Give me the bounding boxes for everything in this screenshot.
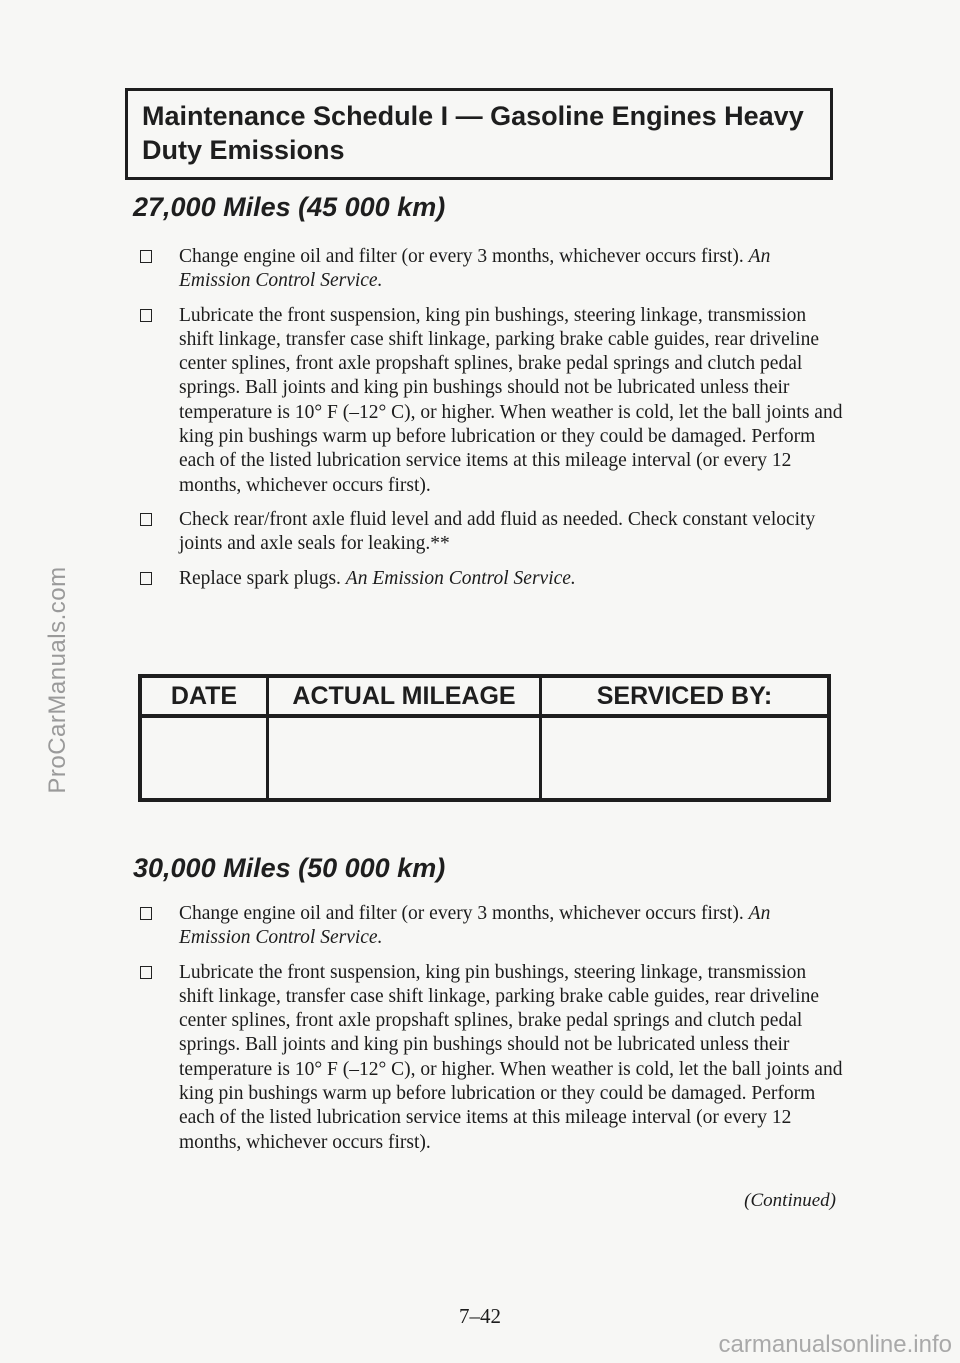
checklist-item: Change engine oil and filter (or every 3 months, whichever occurs first). An Emission Control Service.	[140, 245, 845, 294]
service-log-table	[138, 674, 831, 802]
section-title-27000: 27,000 Miles (45 000 km)	[133, 192, 446, 222]
checkbox-icon[interactable]	[140, 250, 152, 263]
checkbox-icon[interactable]	[140, 966, 152, 979]
service-log-entry-row	[140, 716, 829, 800]
continued-note: (Continued)	[744, 1190, 836, 1211]
checklist-item: Change engine oil and filter (or every 3 months, whichever occurs first). An Emission Control Service.	[140, 902, 845, 951]
page-number: 7–42	[459, 1304, 501, 1328]
header-serviced-by: SERVICED BY:	[541, 676, 830, 716]
header-actual-mileage: ACTUAL MILEAGE	[268, 676, 541, 716]
header-date: DATE	[140, 676, 268, 716]
checkbox-icon[interactable]	[140, 907, 152, 920]
checkbox-icon[interactable]	[140, 513, 152, 526]
checkbox-icon[interactable]	[140, 309, 152, 322]
footer-watermark: carmanualsonline.info	[718, 1331, 952, 1358]
checklist-item: Lubricate the front suspension, king pin bushings, steering linkage, transmission shift linkage, transfer case shift linkage, parking brake cable guides, rear driveline center splines, front axle propshaft splines, brake pedal springs and clutch pedal springs. Ball joints and king pin bushings should not be lubricated unless their temperature is 10° F (–12° C), or higher. When weather is cold, let the ball joints and king pin bushings warm up before lubrication or they could be damaged. Perform each of the listed lubrication service items at this mileage interval (or every 12 months, whichever occurs first).	[140, 961, 845, 1155]
checklist-27000	[140, 245, 845, 601]
checklist-item: Replace spark plugs. An Emission Control Service.	[140, 567, 845, 591]
serviced-by-cell[interactable]	[541, 716, 830, 800]
schedule-header	[125, 88, 833, 180]
header-line-1: Maintenance Schedule I — Gasoline Engines Heavy	[142, 101, 804, 131]
date-cell[interactable]	[140, 716, 268, 800]
checklist-30000	[140, 902, 845, 1165]
checklist-item: Check rear/front axle fluid level and add fluid as needed. Check constant velocity joints and axle seals for leaking.**	[140, 508, 845, 557]
header-line-2: Duty Emissions	[142, 135, 345, 165]
section-title-30000: 30,000 Miles (50 000 km)	[133, 853, 446, 883]
side-watermark: ProCarManuals.com	[44, 566, 71, 794]
checklist-item: Lubricate the front suspension, king pin bushings, steering linkage, transmission shift linkage, transfer case shift linkage, parking brake cable guides, rear driveline center splines, front axle propshaft splines, brake pedal springs and clutch pedal springs. Ball joints and king pin bushings should not be lubricated unless their temperature is 10° F (–12° C), or higher. When weather is cold, let the ball joints and king pin bushings warm up before lubrication or they could be damaged. Perform each of the listed lubrication service items at this mileage interval (or every 12 months, whichever occurs first).	[140, 304, 845, 498]
service-log-header-row	[140, 676, 829, 716]
checkbox-icon[interactable]	[140, 572, 152, 585]
actual-mileage-cell[interactable]	[268, 716, 541, 800]
